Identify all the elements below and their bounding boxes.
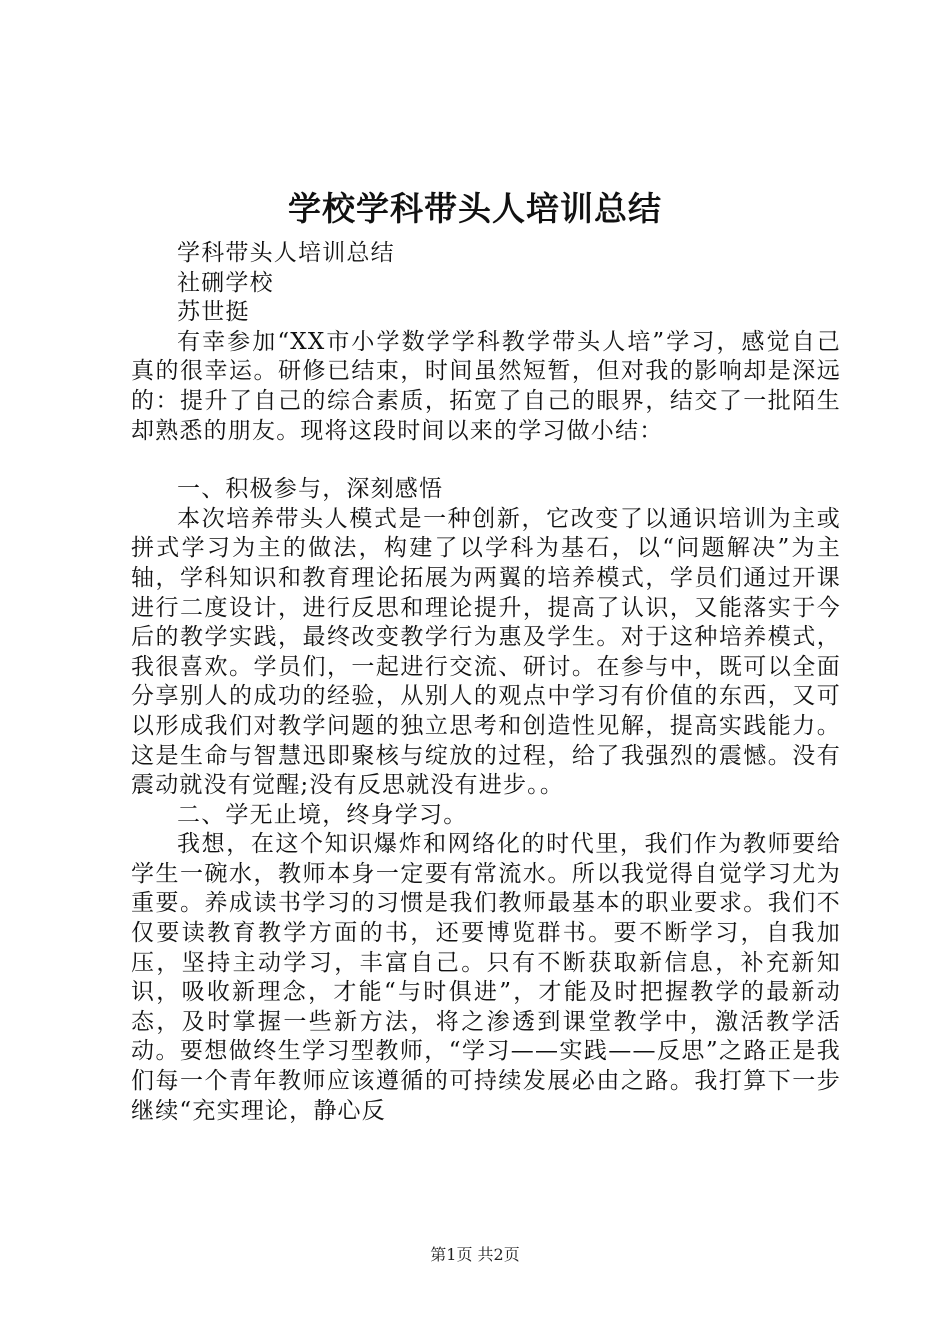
page-footer: 第1页 共2页 [430, 1245, 520, 1264]
page-title: 学校学科带头人培训总结 [288, 189, 662, 228]
document-body [131, 239, 841, 1126]
section-body-2: 我想，在这个知识爆炸和网络化的时代里，我们作为教师要给学生一碗水，教师本身一定要有常流水。所以我觉得自觉学习尤为重要。养成读书学习的习惯是我们教师最基本的职业要求。我们不仅要读教育教学方面的书，还要博览群书。要不断学习，自我加压，坚持主动学习，丰富自己。只有不断获取新信息，补充新知识，吸收新理念，才能“与时俱进”，才能及时把握教学的最新动态，及时掌握一些新方法，将之渗透到课堂教学中，激活教学活动。要想做终生学习型教师，“学习——实践——反思”之路正是我们每一个青年教师应该遵循的可持续发展必由之路。我打算下一步继续“充实理论，静心反 [131, 831, 841, 1124]
section-heading-2: 二、学无止境，终身学习。 [177, 801, 468, 828]
section-body-1: 本次培养带头人模式是一种创新，它改变了以通识培训为主或拼式学习为主的做法，构建了以学科为基石，以“问题解决”为主轴，学科知识和教育理论拓展为两翼的培养模式，学员们通过开课进行二度设计，进行反思和理论提升，提高了认识，又能落实于今后的教学实践，最终改变教学行为惠及学生。对于这种培养模式，我很喜欢。学员们，一起进行交流、研讨。在参与中，既可以全面分享别人的成功的经验，从别人的观点中学习有价值的东西，又可以形成我们对教学问题的独立思考和创造性见解，提高实践能力。这是生命与智慧迅即聚核与绽放的过程，给了我强烈的震憾。没有震动就没有觉醒;没有反思就没有进步。。 [131, 505, 841, 799]
subtitle-line: 学科带头人培训总结 [177, 240, 395, 266]
school-line: 社硎学校 [177, 269, 274, 296]
section-heading-1: 一、积极参与，深刻感悟 [177, 476, 444, 503]
author-line: 苏世挺 [177, 299, 250, 326]
intro-paragraph: 有幸参加“XX市小学数学学科教学带头人培”学习，感觉自己真的很幸运。研修已结束，时间虽然短暂，但对我的影响却是深远的：提升了自己的综合素质，拓宽了自己的眼界，结交了一批陌生却熟悉的朋友。现将这段时间以来的学习做小结： [131, 328, 841, 444]
